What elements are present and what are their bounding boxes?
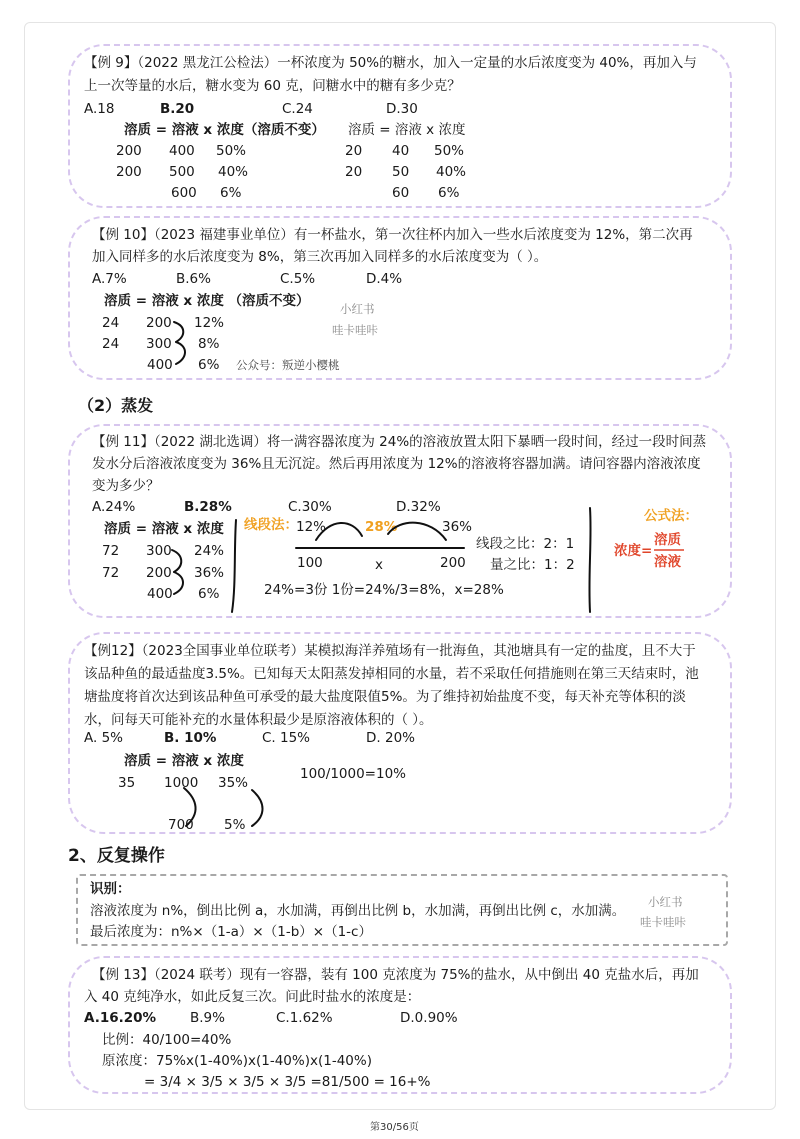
ex9-left-header: 溶质 = 溶液 x 浓度（溶质不变） <box>124 122 325 138</box>
ex9-option-c: C.24 <box>282 101 313 117</box>
ex9-r-r1c2: 40 <box>392 143 410 159</box>
ex11-formula-title: 公式法： <box>644 508 698 524</box>
ex13-option-b: B.9% <box>190 1010 225 1026</box>
ex9-l-r3c2: 600 <box>171 185 197 201</box>
ex9-l-r2c3: 40% <box>218 164 249 180</box>
ex11-question-line2: 发水分后溶液浓度变为 36%且无沉淀。然后再用浓度为 12%的溶液将容器加满。请问容器内溶液浓度 <box>92 456 701 472</box>
ex10-watermark-line1: 小红书 <box>340 302 375 316</box>
ex11-r1c2: 300 <box>146 543 172 559</box>
ex12-question-line3: 塘盐度将首次达到该品种鱼可承受的最大盐度限值5%。为了维持初始盐度不变，每天补充等体积的淡 <box>84 689 686 705</box>
ex10-question-line1: 【例 10】（2023 福建事业单位）有一杯盐水，第一次往杯内加入一些水后浓度变为 12%，第二次再 <box>92 227 693 243</box>
ex12-option-c: C. 15% <box>262 730 311 746</box>
section-evaporation-heading: （2）蒸发 <box>78 396 154 415</box>
ex12-option-b: B. 10% <box>164 730 217 746</box>
identify-watermark-line2: 哇卡哇咔 <box>640 915 686 929</box>
identify-watermark-line1: 小红书 <box>648 895 683 909</box>
ex10-watermark-line2: 哇卡哇咔 <box>332 323 378 337</box>
ex9-option-d: D.30 <box>386 101 418 117</box>
ex13-option-d: D.0.90% <box>400 1010 458 1026</box>
ex11-calculation: 24%=3份 1份=24%/3=8%，x=28% <box>264 582 504 598</box>
ex10-r1c2: 200 <box>146 315 172 331</box>
ex11-seg-12: 12% <box>296 519 327 535</box>
ex9-r-r2c1: 20 <box>345 164 363 180</box>
identify-title: 识别： <box>90 881 131 897</box>
ex9-l-r1c2: 400 <box>169 143 195 159</box>
ex13-step-ratio: 比例：40/100=40% <box>102 1032 232 1048</box>
ex12-option-a: A. 5% <box>84 730 123 746</box>
ex12-header: 溶质 = 溶液 x 浓度 <box>124 753 244 769</box>
ex10-r2c1: 24 <box>102 336 120 352</box>
ex11-seg-36: 36% <box>442 519 473 535</box>
ex11-r1c3: 24% <box>194 543 225 559</box>
section-repeat-heading: 2、反复操作 <box>68 846 165 866</box>
ex10-official-account: 公众号：叛逆小樱桃 <box>236 358 340 372</box>
ex10-question-line2: 加入同样多的水后浓度变为 8%，第三次再加入同样多的水后浓度变为（ ）。 <box>92 249 548 265</box>
identify-line2: 最后浓度为：n%×（1-a）×（1-b）×（1-c） <box>90 924 372 940</box>
ex9-option-a: A.18 <box>84 101 115 117</box>
ex11-seg-200: 200 <box>440 555 466 571</box>
ex10-r1c3: 12% <box>194 315 225 331</box>
ex10-option-b: B.6% <box>176 271 211 287</box>
ex13-option-c: C.1.62% <box>276 1010 333 1026</box>
ex11-formula-numerator: 溶质 <box>654 532 681 548</box>
ex10-r2c3: 8% <box>198 336 220 352</box>
ex11-question-line3: 变为多少？ <box>92 478 160 494</box>
ex10-r2c2: 300 <box>146 336 172 352</box>
ex11-segment-method-label: 线段法： <box>244 517 298 533</box>
identify-line1: 溶液浓度为 n%，倒出比例 a，水加满，再倒出比例 b，水加满，再倒出比例 c，水加满。 <box>90 903 626 919</box>
ex12-r2c2: 700 <box>168 817 194 833</box>
ex12-question-line1: 【例12】（2023全国事业单位联考）某模拟海洋养殖场有一批海鱼，其池塘具有一定的盐度，且不大于 <box>84 643 696 659</box>
ex9-l-r3c3: 6% <box>220 185 242 201</box>
ex9-option-b: B.20 <box>160 101 195 117</box>
ex9-l-r2c2: 500 <box>169 164 195 180</box>
ex11-r3c3: 6% <box>198 586 220 602</box>
ex12-question-line2: 该品种鱼的最适盐度3.5%。已知每天太阳蒸发掉相同的水量，若不采取任何措施则在第三天结束时，池 <box>84 666 699 682</box>
ex9-r-r1c3: 50% <box>434 143 465 159</box>
ex9-r-r2c2: 50 <box>392 164 410 180</box>
ex11-ratio-segments: 线段之比：2：1 <box>476 536 575 552</box>
ex12-note: 100/1000=10% <box>300 766 406 782</box>
ex10-option-a: A.7% <box>92 271 127 287</box>
ex11-option-b: B.28% <box>184 499 232 515</box>
ex13-question-line2: 入 40 克纯净水，如此反复三次。问此时盐水的浓度是： <box>84 989 421 1005</box>
ex9-l-r2c1: 200 <box>116 164 142 180</box>
ex11-option-c: C.30% <box>288 499 332 515</box>
ex10-r3c3: 6% <box>198 357 220 373</box>
ex12-question-line4: 水，问每天可能补充的水量体积最少是原溶液体积的（ ）。 <box>84 712 433 728</box>
ex10-option-c: C.5% <box>280 271 316 287</box>
ex10-r1c1: 24 <box>102 315 120 331</box>
ex9-r-r1c1: 20 <box>345 143 363 159</box>
ex9-right-header: 溶质 = 溶液 x 浓度 <box>348 122 466 138</box>
ex11-r3c2: 400 <box>147 586 173 602</box>
ex11-option-d: D.32% <box>396 499 441 515</box>
ex10-option-d: D.4% <box>366 271 403 287</box>
page-number: 第30/56页 <box>370 1122 419 1133</box>
ex11-seg-x: x <box>375 557 383 573</box>
ex11-r1c1: 72 <box>102 543 120 559</box>
ex13-step-result: = 3/4 × 3/5 × 3/5 × 3/5 =81/500 = 16+% <box>144 1074 431 1090</box>
ex11-r2c2: 200 <box>146 565 172 581</box>
ex12-r1c2: 1000 <box>164 775 199 791</box>
ex11-option-a: A.24% <box>92 499 136 515</box>
ex9-l-r1c3: 50% <box>216 143 247 159</box>
ex12-option-d: D. 20% <box>366 730 415 746</box>
ex11-ratio-amounts: 量之比：1：2 <box>490 557 575 573</box>
ex11-seg-28: 28% <box>365 519 398 535</box>
ex9-l-r1c1: 200 <box>116 143 142 159</box>
ex12-r2c3: 5% <box>224 817 246 833</box>
ex11-r2c3: 36% <box>194 565 225 581</box>
ex13-question-line1: 【例 13】（2024 联考）现有一容器，装有 100 克浓度为 75%的盐水，从中倒出 40 克盐水后，再加 <box>92 967 699 983</box>
ex11-r2c1: 72 <box>102 565 120 581</box>
ex10-r3c2: 400 <box>147 357 173 373</box>
ex11-formula-left: 浓度= <box>614 543 653 559</box>
ex11-question-line1: 【例 11】（2022 湖北选调）将一满容器浓度为 24%的溶液放置太阳下暴晒一段时间，经过一段时间蒸 <box>92 434 707 450</box>
ex13-step-original: 原浓度：75%x(1-40%)x(1-40%)x(1-40%) <box>102 1053 372 1069</box>
ex9-r-r3c3: 6% <box>438 185 460 201</box>
ex11-seg-100: 100 <box>297 555 323 571</box>
ex11-formula-denominator: 溶液 <box>654 554 681 570</box>
ex11-header: 溶质 = 溶液 x 浓度 <box>104 521 224 537</box>
ex13-option-a: A.16.20% <box>84 1010 157 1026</box>
ex9-question-line2: 上一次等量的水后，糖水变为 60 克，问糖水中的糖有多少克？ <box>84 78 461 94</box>
ex12-r1c3: 35% <box>218 775 249 791</box>
ex10-header: 溶质 = 溶液 x 浓度 （溶质不变） <box>104 293 310 309</box>
ex9-r-r2c3: 40% <box>436 164 467 180</box>
ex9-r-r3c2: 60 <box>392 185 410 201</box>
ex12-r1c1: 35 <box>118 775 136 791</box>
ex9-question-line1: 【例 9】（2022 黑龙江公检法）一杯浓度为 50%的糖水，加入一定量的水后浓度变为 40%，再加入与 <box>84 55 697 71</box>
